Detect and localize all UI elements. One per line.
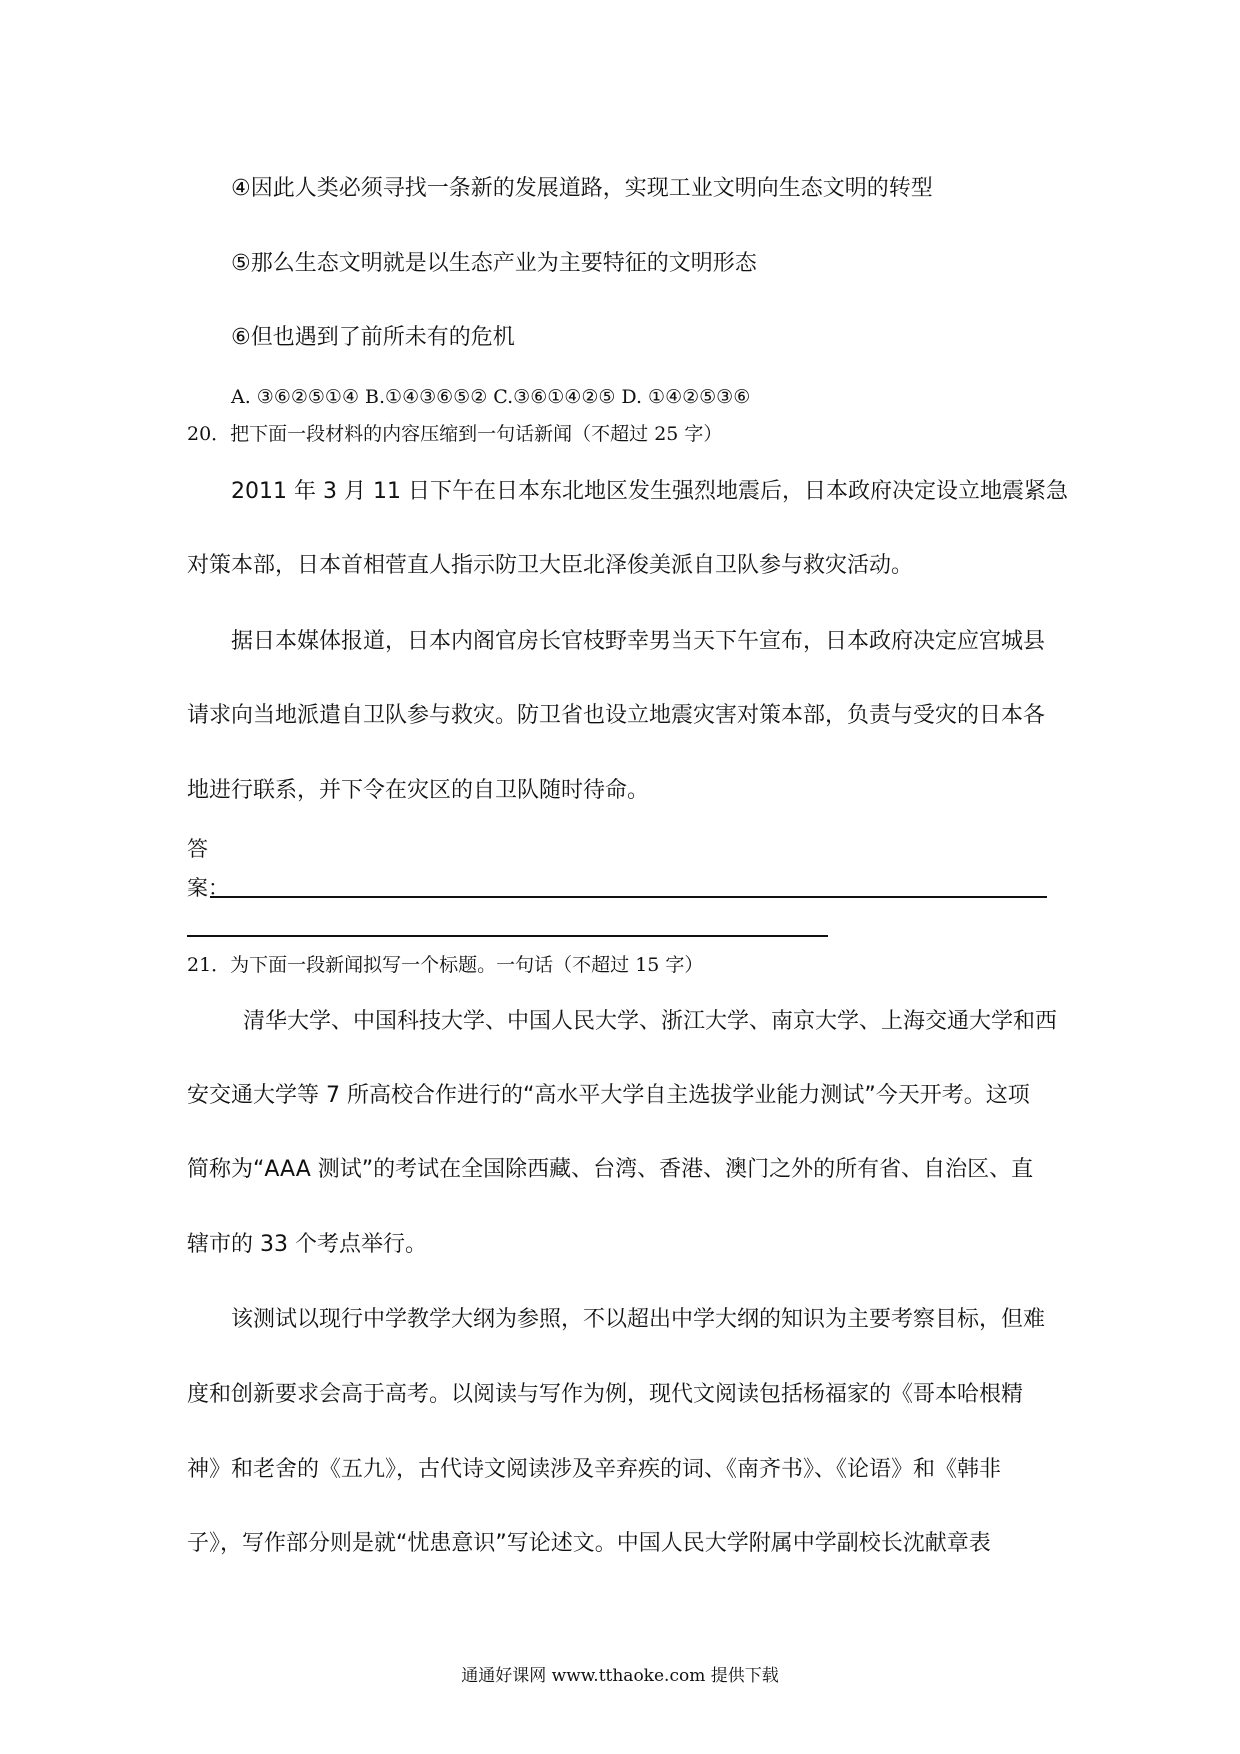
q20-paragraph-line: 地进行联系，并下令在灾区的自卫队随时待命。 (187, 778, 650, 803)
q19-item-4: ④因此人类必须寻找一条新的发展道路，实现工业文明向生态文明的转型 (231, 176, 933, 201)
q21-paragraph-line: 神》和老舍的《五九》，古代诗文阅读涉及辛弃疾的词、《南齐书》、《论语》和《韩非 (187, 1457, 1002, 1482)
q21-paragraph-line: 度和创新要求会高于高考。以阅读与写作为例，现代文阅读包括杨福家的《哥本哈根精 (187, 1382, 1024, 1407)
q19-item-5: ⑤那么生态文明就是以生态产业为主要特征的文明形态 (231, 251, 757, 276)
q21-paragraph-line: 该测试以现行中学教学大纲为参照，不以超出中学大纲的知识为主要考察目标，但难 (231, 1307, 1046, 1332)
q20-paragraph-line: 2011 年 3 月 11 日下午在日本东北地区发生强烈地震后，日本政府决定设立地震紧急 (231, 479, 1068, 504)
q20-prompt: 20．把下面一段材料的内容压缩到一句话新闻（不超过 25 字） (187, 423, 723, 445)
page-footer: 通通好课网 www.tthaoke.com 提供下载 (461, 1666, 779, 1686)
q21-paragraph-line: 子》，写作部分则是就“忧患意识”写论述文。中国人民大学附属中学副校长沈献章表 (187, 1531, 991, 1556)
q21-paragraph-line: 清华大学、中国科技大学、中国人民大学、浙江大学、南京大学、上海交通大学和西 (243, 1009, 1058, 1034)
q20-answer-label-2: 案： (187, 876, 229, 900)
q20-paragraph-line: 请求向当地派遣自卫队参与救灾。防卫省也设立地震灾害对策本部，负责与受灾的日本各 (187, 703, 1046, 728)
q19-options: A. ③⑥②⑤①④ B.①④③⑥⑤② C.③⑥①④②⑤ D. ①④②⑤③⑥ (231, 386, 751, 408)
q21-prompt: 21．为下面一段新闻拟写一个标题。一句话（不超过 15 字） (187, 954, 704, 976)
q19-item-6: ⑥但也遇到了前所未有的危机 (231, 325, 515, 350)
q21-paragraph-line: 简称为“AAA 测试”的考试在全国除西藏、台湾、香港、澳门之外的所有省、自治区、直 (187, 1157, 1034, 1182)
q21-paragraph-line: 安交通大学等 7 所高校合作进行的“高水平大学自主选拔学业能力测试”今天开考。这项 (187, 1083, 1030, 1108)
answer-line-1 (210, 896, 1047, 898)
q20-paragraph-line: 据日本媒体报道，日本内阁官房长官枝野幸男当天下午宣布，日本政府决定应宫城县 (231, 629, 1046, 654)
q21-paragraph-line: 辖市的 33 个考点举行。 (187, 1232, 427, 1257)
answer-line-2 (187, 935, 828, 937)
q20-answer-label-1: 答 (187, 837, 208, 861)
q20-paragraph-line: 对策本部，日本首相菅直人指示防卫大臣北泽俊美派自卫队参与救灾活动。 (187, 553, 914, 578)
